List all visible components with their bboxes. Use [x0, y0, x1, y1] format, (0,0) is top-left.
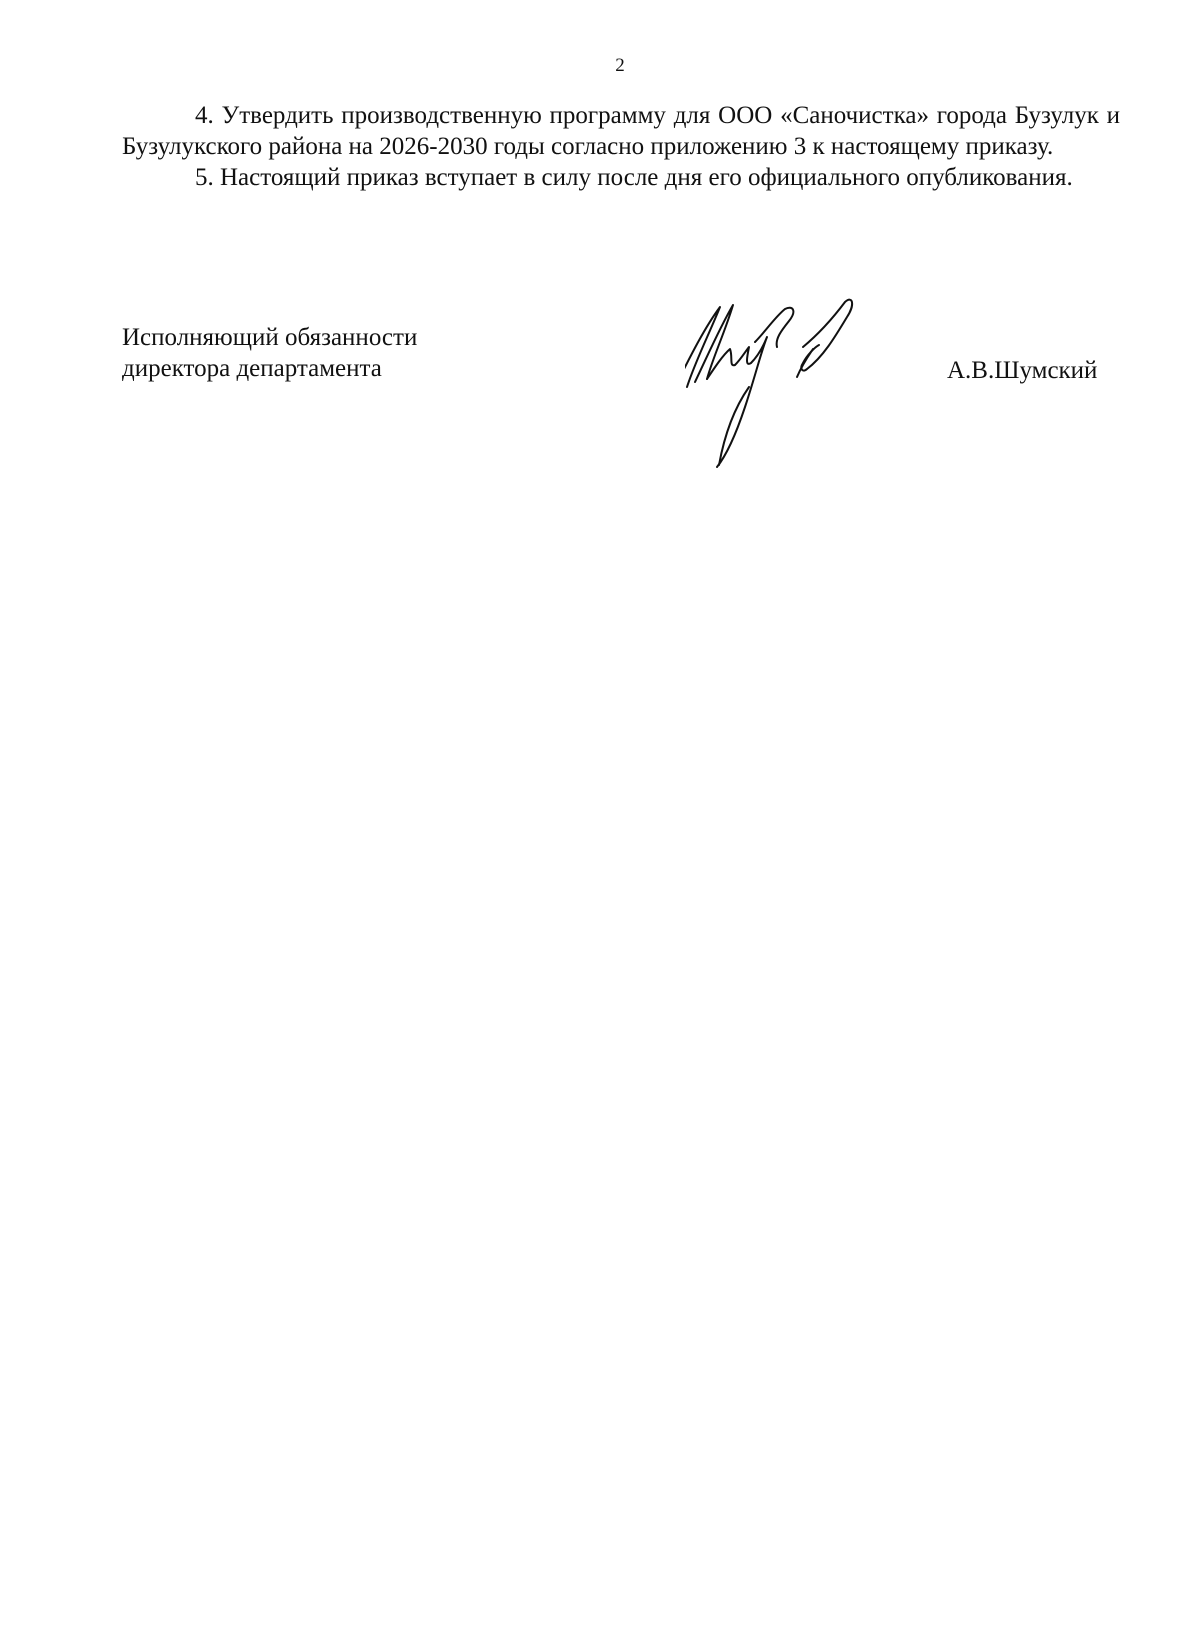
signature-block [0, 0, 1200, 500]
handwritten-signature-icon [685, 297, 885, 477]
signatory-title-line-2: директора департамента [122, 355, 382, 382]
paragraph-item-4: 4. Утвердить производственную программу для ООО «Саночистка» города Бузулук и Бузулукского района на 2026-2030 годы согласно приложению 3 к настоящему приказу. [122, 102, 1120, 160]
signatory-name: А.В.Шумский [947, 357, 1098, 384]
paragraph-item-5: 5. Настоящий приказ вступает в силу после дня его официального опубликования. [195, 164, 1073, 191]
page-number: 2 [615, 55, 625, 76]
signatory-title [122, 322, 417, 384]
signatory-title-line-1: Исполняющий обязанности [122, 324, 418, 351]
